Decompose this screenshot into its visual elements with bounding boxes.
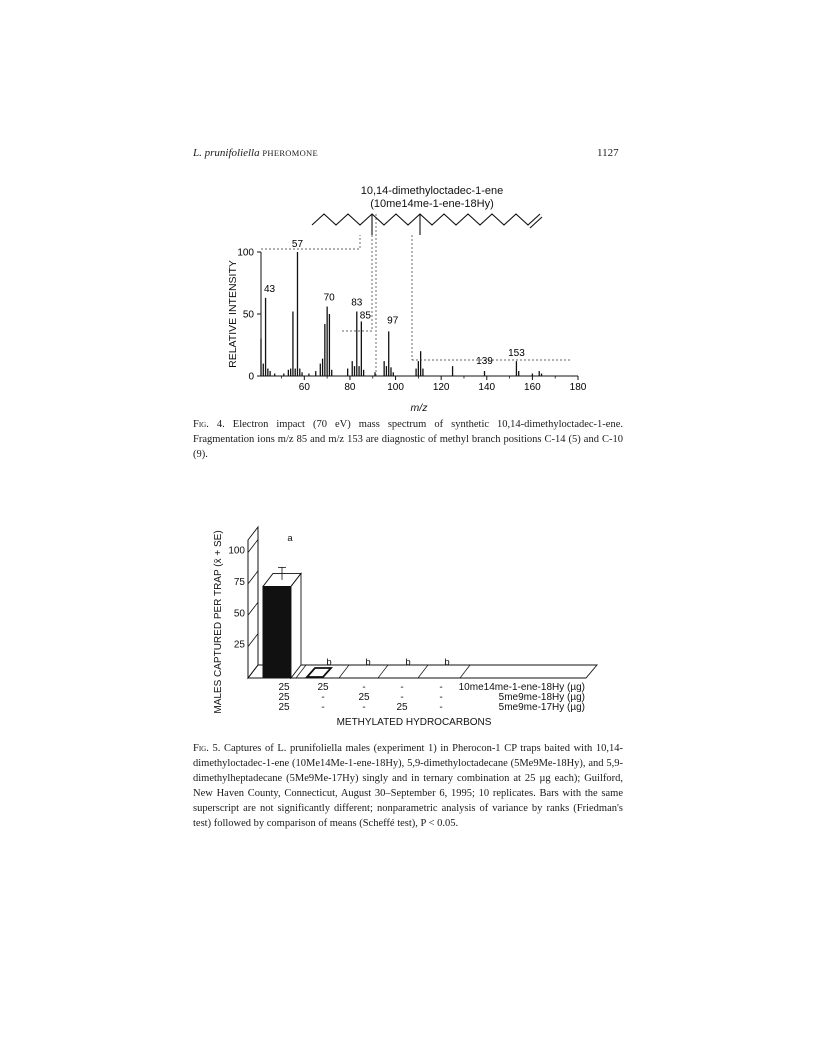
fig4-y-tick-label: 0 (248, 371, 254, 383)
dose-cell: 25 (278, 702, 290, 713)
peak-label-43: 43 (263, 283, 276, 295)
fig4-x-axis-label: m/z (410, 402, 428, 414)
dose-cell: - (400, 692, 404, 703)
fig5-y-axis-label: MALES CAPTURED PER TRAP (x̄ + SE) (213, 530, 224, 714)
fig5-bar-flat (307, 668, 331, 677)
compound-label-2: 5me9me-17Hy (µg) (498, 702, 585, 713)
fig4-title-line1: 10,14-dimethyloctadec-1-ene (360, 185, 504, 197)
fig5-y-tick (248, 602, 258, 615)
fig5-caption-label: Fig. 5. (193, 743, 221, 754)
fig5-floor-divider (460, 665, 470, 678)
dose-cell: - (321, 692, 325, 703)
fig5-letter-3: b (405, 657, 411, 668)
fig5-back-wall (248, 527, 258, 678)
fig4-x-tick-label: 120 (432, 382, 450, 393)
dose-cell: - (439, 692, 443, 703)
peak-label-139: 139 (476, 356, 493, 368)
fig4-title-line2: (10me14me-1-ene-18Hy) (370, 198, 494, 210)
fig5-caption-text: Captures of L. prunifoliella males (experiment 1) in Pherocon-1 CP traps baited with 10,14-dimethyloctadec-1-ene (10Me14Me-1-ene-18Hy), 5,9-dimethyloctadecane (5Me9Me-18Hy), and 5,9-dimethylheptadecane (5Me9Me-17Hy) singly and in ternary combination at 25 µg each); Guilford, New Haven County, Connecticut, August 30–September 6, 1995; 10 replicates. Bars with the same superscript are not significantly different; nonparametric analysis of variance by ranks (Friedman's test) followed by comparison of means (Scheffé test), P < 0.05. (193, 743, 624, 829)
compound-label-0: 10me14me-1-ene-18Hy (µg) (458, 682, 585, 693)
compound-label-1: 5me9me-18Hy (µg) (498, 692, 585, 703)
dose-cell: 25 (396, 702, 408, 713)
dose-cell: - (439, 682, 443, 693)
figure-5-caption (193, 741, 623, 831)
fig5-y-tick-label: 50 (233, 608, 245, 620)
dose-cell: - (362, 682, 366, 693)
dose-cell: - (321, 702, 325, 713)
fig5-floor-divider (418, 665, 428, 678)
dose-cell: 25 (317, 682, 329, 693)
fig5-y-tick (248, 634, 258, 647)
fig5-bar-front (263, 586, 291, 678)
peak-label-97: 97 (387, 315, 399, 327)
fig5-y-tick (248, 571, 258, 584)
fig4-x-tick-label: 180 (569, 382, 587, 393)
fig5-letter-0: a (287, 533, 293, 544)
fig4-y-tick-label: 50 (242, 309, 254, 321)
dose-cell: - (400, 682, 404, 693)
fig5-floor (248, 665, 597, 678)
fig4-x-tick-label: 80 (344, 382, 356, 393)
dose-cell: 25 (278, 692, 290, 703)
dose-cell: - (439, 702, 443, 713)
dose-cell: 25 (358, 692, 370, 703)
fig5-y-tick-label: 100 (228, 545, 245, 557)
fig4-x-tick-label: 140 (478, 382, 496, 393)
peak-label-57: 57 (291, 239, 304, 250)
fig5-bar-0 (263, 567, 301, 678)
fig5-letter-2: b (365, 657, 371, 668)
fig4-caption-text: Electron impact (70 eV) mass spectrum of synthetic 10,14-dimethyloctadec-1-ene. Fragmentation ions m/z 85 and m/z 153 are diagnostic of methyl branch positions C-14 (5) and C-10 (9). (193, 419, 624, 460)
fig5-bar-1 (307, 668, 331, 677)
fig5-letter-1: b (326, 657, 332, 668)
fig4-x-tick-label: 160 (524, 382, 541, 393)
peak-label-85: 85 (359, 310, 371, 322)
fig5-floor-divider (378, 665, 388, 678)
running-header-word: PHEROMONE (262, 148, 318, 158)
fig5-y-tick (248, 540, 258, 553)
peak-label-153: 153 (508, 348, 525, 360)
dose-cell: 25 (278, 682, 290, 693)
dose-cell: - (362, 702, 366, 713)
peak-label-83: 83 (351, 297, 363, 309)
fig4-y-axis-label: RELATIVE INTENSITY (227, 260, 239, 368)
fig4-y-tick-label: 100 (237, 247, 254, 259)
peak-label-70: 70 (323, 292, 335, 304)
fig5-y-tick-label: 25 (233, 639, 245, 651)
fig5-letter-4: b (444, 657, 450, 668)
fig5-bar-side (291, 573, 301, 678)
page-number: 1127 (597, 147, 619, 159)
fig5-y-tick-label: 75 (233, 576, 245, 588)
species-name: L. prunifoliella (193, 147, 260, 159)
fig5-x-axis-label: METHYLATED HYDROCARBONS (336, 717, 492, 728)
fig4-x-tick-label: 100 (387, 382, 404, 393)
fig4-x-tick-label: 60 (298, 382, 310, 393)
fig5-floor-divider (339, 665, 349, 678)
fig4-caption-label: Fig. 4. (193, 419, 225, 430)
